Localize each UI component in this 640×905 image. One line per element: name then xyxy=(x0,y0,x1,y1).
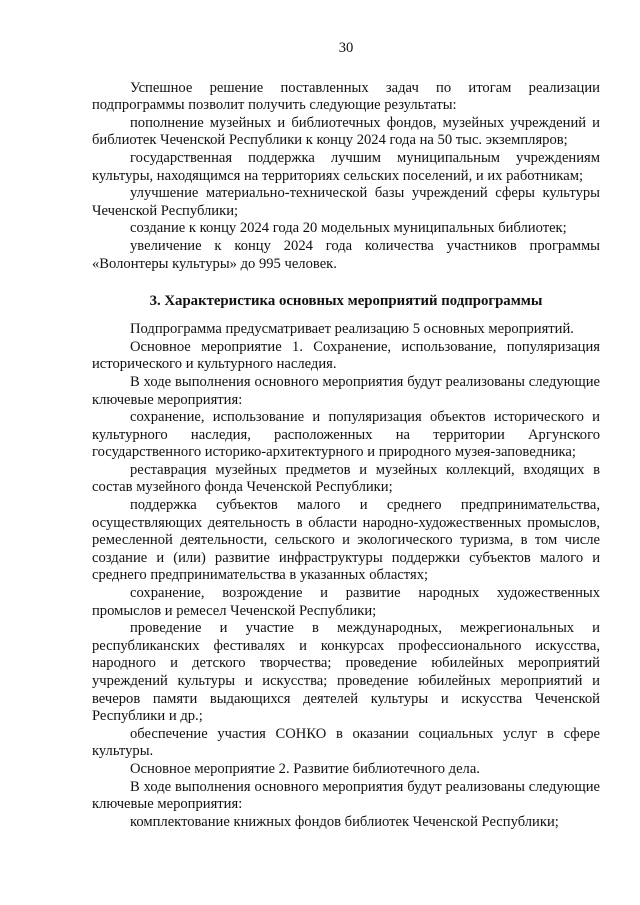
paragraph: комплектование книжных фондов библиотек Чеченской Республики; xyxy=(130,813,559,830)
paragraph: Успешное решение поставленных задач по итогам реализации подпрограммы позволит получить следующие результаты: xyxy=(92,79,600,114)
paragraph: В ходе выполнения основного мероприятия будут реализованы следующие ключевые мероприятия: xyxy=(92,778,600,813)
paragraph: поддержка субъектов малого и среднего предпринимательства, осуществляющих деятельность в области народно-художественных промыслов, ремесленной деятельности, сельского и экологического туризма, в том числе создание и (или) развитие инфраструктуры поддержки субъектов малого и среднего предпринимательства в указанных областях; xyxy=(92,497,600,584)
paragraph: сохранение, использование и популяризация объектов исторического и культурного наследия, расположенных на территории Аргунского государственного историко-архитектурного и природного музея-заповедника; xyxy=(92,409,600,461)
paragraph: создание к концу 2024 года 20 модельных муниципальных библиотек; xyxy=(130,220,567,237)
paragraph: Основное мероприятие 1. Сохранение, использование, популяризация исторического и культурного наследия. xyxy=(92,338,600,373)
paragraph: сохранение, возрождение и развитие народных художественных промыслов и ремесел Чеченской Республики; xyxy=(92,585,600,619)
page-number: 30 xyxy=(338,40,354,56)
section-heading: 3. Характеристика основных мероприятий подпрограммы xyxy=(149,293,543,310)
paragraph: Основное мероприятие 2. Развитие библиотечного дела. xyxy=(130,760,480,777)
results-section xyxy=(92,80,600,274)
paragraph: улучшение материально-технической базы учреждений сферы культуры Чеченской Республики; xyxy=(92,185,600,219)
paragraph: государственная поддержка лучшим муниципальным учреждениям культуры, находящимся на территориях сельских поселений, и их работникам; xyxy=(92,149,600,184)
measures-section xyxy=(92,321,600,831)
paragraph: пополнение музейных и библиотечных фондов, музейных учреждений и библиотек Чеченской Республики к концу 2024 года на 50 тыс. экземпляров; xyxy=(92,114,600,149)
paragraph: Подпрограмма предусматривает реализацию 5 основных мероприятий. xyxy=(130,321,574,338)
paragraph: обеспечение участия СОНКО в оказании социальных услуг в сфере культуры. xyxy=(92,725,600,760)
paragraph: проведение и участие в международных, межрегиональных и республиканских фестивалях и конкурсах профессионального искусства, народного и детского творчества; проведение юбилейных мероприятий учреждений культуры и искусства; проведение юбилейных мероприятий и вечеров памяти выдающихся деятелей культуры и искусства Чеченской Республики и др.; xyxy=(92,620,600,725)
paragraph: увеличение к концу 2024 года количества участников программы «Волонтеры культуры» до 995 человек. xyxy=(92,237,600,272)
paragraph: реставрация музейных предметов и музейных коллекций, входящих в состав музейного фонда Чеченской Республики; xyxy=(92,461,600,496)
paragraph: В ходе выполнения основного мероприятия будут реализованы следующие ключевые мероприятия: xyxy=(92,373,600,408)
